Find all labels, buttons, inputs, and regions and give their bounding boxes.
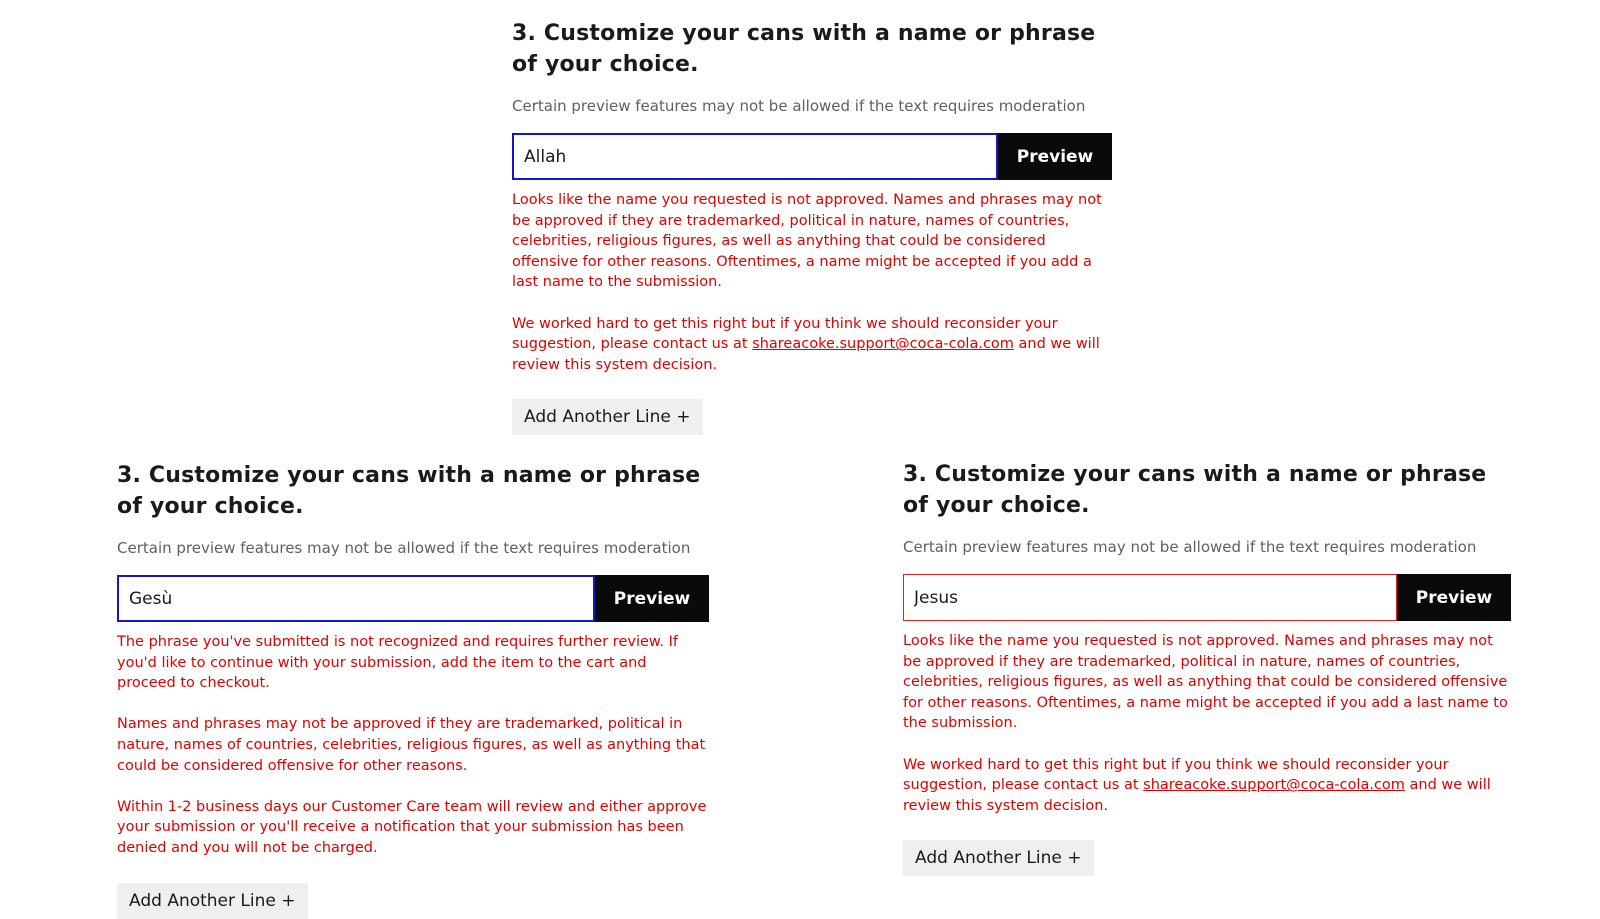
add-another-line-button[interactable]: Add Another Line +	[903, 840, 1094, 876]
moderation-note: Certain preview features may not be allowed if the text requires moderation	[117, 539, 691, 557]
preview-button[interactable]: Preview	[998, 133, 1112, 180]
error-message-contact	[512, 314, 1112, 376]
name-input[interactable]	[903, 574, 1397, 621]
error-text: We worked hard to get this right but if you think we should reconsider your suggestion, please contact us at	[512, 315, 1058, 353]
error-message: Looks like the name you requested is not approved. Names and phrases may not be approved if they are trademarked, political in nature, names of countries, celebrities, religious figures, as well as anything that could be considered offensive for other reasons. Oftentimes, a name might be accepted if you add a last name to the submission.	[903, 633, 1508, 732]
add-another-line-button[interactable]: Add Another Line +	[512, 399, 703, 435]
error-text: We worked hard to get this right but if you think we should reconsider your suggestion, please contact us at	[903, 756, 1449, 794]
step-heading: 3. Customize your cans with a name or phrase of your choice.	[117, 463, 701, 519]
error-message-contact	[903, 755, 1511, 817]
preview-button[interactable]: Preview	[1397, 574, 1511, 621]
support-email-link[interactable]: shareacoke.support@coca-cola.com	[752, 336, 1014, 353]
customize-panel-top	[512, 18, 1112, 435]
add-another-line-button[interactable]: Add Another Line +	[117, 883, 308, 919]
customize-panel-right	[903, 459, 1511, 876]
moderation-note: Certain preview features may not be allowed if the text requires moderation	[512, 97, 1086, 115]
customize-panel-left	[117, 460, 709, 919]
error-message: Looks like the name you requested is not approved. Names and phrases may not be approved if they are trademarked, political in nature, names of countries, celebrities, religious figures, as well as anything that could be considered offensive for other reasons. Oftentimes, a name might be accepted if you add a last name to the submission.	[512, 192, 1102, 291]
preview-button[interactable]: Preview	[595, 575, 709, 622]
review-message: The phrase you've submitted is not recognized and requires further review. If you'd like to continue with your submission, add the item to the cart and proceed to checkout.	[117, 634, 679, 692]
name-input-row	[903, 574, 1511, 621]
name-input[interactable]	[117, 575, 595, 622]
error-text: and we will review this system decision.	[903, 777, 1491, 814]
name-input-row	[117, 575, 709, 622]
name-input[interactable]	[512, 133, 998, 180]
step-heading: 3. Customize your cans with a name or phrase of your choice.	[903, 462, 1487, 518]
moderation-note: Certain preview features may not be allowed if the text requires moderation	[903, 538, 1477, 556]
support-email-link[interactable]: shareacoke.support@coca-cola.com	[1143, 777, 1405, 794]
name-input-row	[512, 133, 1112, 180]
error-text: and we will review this system decision.	[512, 336, 1100, 373]
review-timeline-message: Within 1-2 business days our Customer Care team will review and either approve your submission or you'll receive a notification that your submission has been denied and you will not be charged.	[117, 798, 707, 856]
step-heading: 3. Customize your cans with a name or phrase of your choice.	[512, 21, 1096, 77]
policy-message: Names and phrases may not be approved if they are trademarked, political in nature, names of countries, celebrities, religious figures, as well as anything that could be considered offensive for other reasons.	[117, 716, 706, 774]
